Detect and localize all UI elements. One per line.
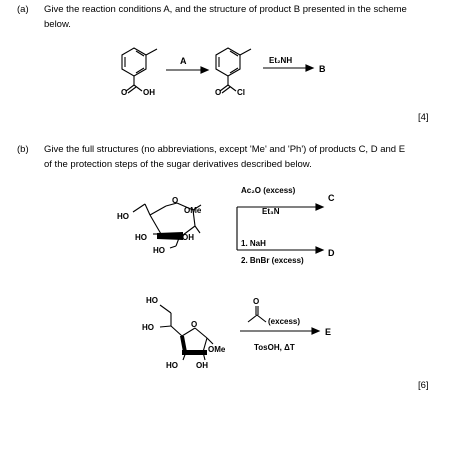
part-b-question-line2: of the protection steps of the sugar derivatives described below.: [44, 159, 312, 170]
pyranose-ho4-label: HO: [135, 233, 147, 242]
reaction-d-reagent-bottom: 2. BnBr (excess): [241, 256, 304, 265]
part-b-label: (b): [17, 144, 29, 155]
reaction-c-reagent-bottom: Et₃N: [262, 207, 280, 216]
acid-chloride-structure: [216, 48, 251, 93]
reaction-e-reagent-bottom: TosOH, ΔT: [254, 343, 295, 352]
furanose-ome-label: OMe: [208, 345, 226, 354]
sm-carbonyl-o-label: O: [121, 88, 128, 97]
furanose-ring-o-label: O: [191, 320, 198, 329]
pyranose-ring-o-label: O: [172, 196, 179, 205]
pyranose-ome-label: OMe: [184, 206, 202, 215]
product-c-label: C: [328, 193, 335, 203]
int-carbonyl-o-label: O: [215, 88, 222, 97]
int-cl-label: Cl: [237, 88, 245, 97]
furanose-ho-top-label: HO: [146, 296, 158, 305]
furanose-ho-bottom-label: HO: [166, 361, 178, 370]
part-a-label: (a): [17, 4, 29, 15]
part-a-marks: [4]: [418, 112, 429, 123]
part-a-question-line2: below.: [44, 19, 71, 30]
m-toluic-acid-structure: [122, 48, 157, 93]
acetone-structure: [248, 306, 266, 322]
pyranose-oh2-label: OH: [182, 233, 194, 242]
reaction-c-reagent-top: Ac₂O (excess): [241, 186, 296, 195]
product-b-label: B: [319, 64, 326, 74]
pyranose-ho3-label: HO: [153, 246, 165, 255]
product-d-label: D: [328, 248, 335, 258]
sm-oh-label: OH: [143, 88, 155, 97]
reaction-e-reagent-top: (excess): [268, 317, 301, 326]
reagent-a-label: A: [180, 56, 187, 66]
reagent-et2nh-label: Et₂NH: [269, 56, 293, 65]
pyranose-ho6-label: HO: [117, 212, 129, 221]
part-b-question-line1: Give the full structures (no abbreviations, except 'Me' and 'Ph') of products C, D and E: [44, 144, 406, 155]
reaction-d-reagent-top: 1. NaH: [241, 239, 266, 248]
part-b-marks: [6]: [418, 380, 429, 391]
acetone-o-label: O: [253, 297, 260, 306]
furanose-ho-mid-label: HO: [142, 323, 154, 332]
furanose-oh-bottom-label: OH: [196, 361, 208, 370]
part-a-question-line1: Give the reaction conditions A, and the structure of product B presented in the scheme: [44, 4, 407, 15]
product-e-label: E: [325, 327, 332, 337]
